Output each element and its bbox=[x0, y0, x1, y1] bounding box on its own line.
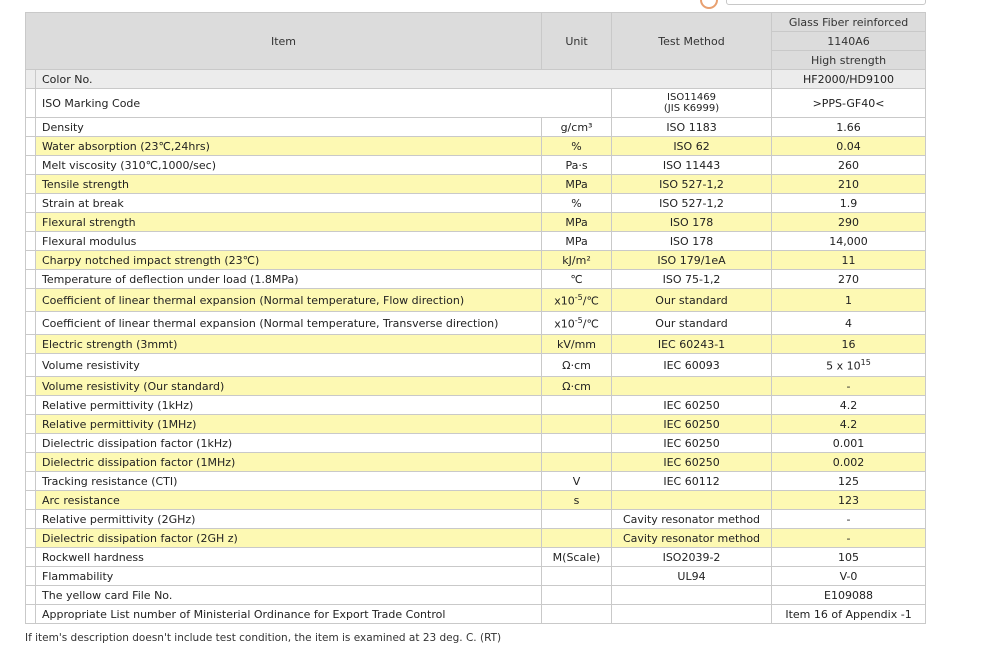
row-unit: M(Scale) bbox=[542, 548, 612, 567]
row-unit: kV/mm bbox=[542, 335, 612, 354]
row-item: Strain at break bbox=[36, 194, 542, 213]
row-item: Density bbox=[36, 118, 542, 137]
row-item: Dielectric dissipation factor (1kHz) bbox=[36, 434, 542, 453]
row-value: - bbox=[772, 377, 926, 396]
table-row bbox=[26, 213, 926, 232]
row-value: 105 bbox=[772, 548, 926, 567]
row-unit: % bbox=[542, 137, 612, 156]
circle-icon bbox=[700, 0, 718, 9]
row-unit: MPa bbox=[542, 213, 612, 232]
row-item: Flexural modulus bbox=[36, 232, 542, 251]
table-row bbox=[26, 586, 926, 605]
table-row bbox=[26, 415, 926, 434]
row-gap bbox=[26, 529, 36, 548]
row-unit: V bbox=[542, 472, 612, 491]
row-unit: Pa·s bbox=[542, 156, 612, 175]
row-test: IEC 60250 bbox=[612, 434, 772, 453]
row-test: ISO 11443 bbox=[612, 156, 772, 175]
row-item: Tracking resistance (CTI) bbox=[36, 472, 542, 491]
iso-marking-value: >PPS-GF40< bbox=[772, 89, 926, 118]
row-gap bbox=[26, 118, 36, 137]
row-gap bbox=[26, 251, 36, 270]
row-gap bbox=[26, 567, 36, 586]
spec-table bbox=[25, 12, 926, 624]
row-unit bbox=[542, 312, 612, 335]
row-item: Coefficient of linear thermal expansion (Normal temperature, Flow direction) bbox=[36, 289, 542, 312]
iso-marking-row bbox=[26, 89, 926, 118]
row-gap bbox=[26, 434, 36, 453]
row-gap bbox=[26, 377, 36, 396]
row-item: Arc resistance bbox=[36, 491, 542, 510]
iso-marking-test-line2: (JIS K6999) bbox=[663, 103, 720, 114]
row-test: Cavity resonator method bbox=[612, 529, 772, 548]
row-item: Rockwell hardness bbox=[36, 548, 542, 567]
row-unit: Ω·cm bbox=[542, 354, 612, 377]
table-row bbox=[26, 194, 926, 213]
row-test: Our standard bbox=[612, 312, 772, 335]
row-test: ISO 62 bbox=[612, 137, 772, 156]
row-unit bbox=[542, 529, 612, 548]
row-unit bbox=[542, 510, 612, 529]
row-test: ISO 1183 bbox=[612, 118, 772, 137]
color-row bbox=[26, 70, 926, 89]
row-value: 123 bbox=[772, 491, 926, 510]
row-test bbox=[612, 377, 772, 396]
table-row bbox=[26, 377, 926, 396]
row-item: Relative permittivity (1MHz) bbox=[36, 415, 542, 434]
row-value: 0.001 bbox=[772, 434, 926, 453]
table-row bbox=[26, 270, 926, 289]
table-row bbox=[26, 289, 926, 312]
row-gap bbox=[26, 605, 36, 624]
row-value: 210 bbox=[772, 175, 926, 194]
table-row bbox=[26, 156, 926, 175]
table-row bbox=[26, 335, 926, 354]
row-gap bbox=[26, 89, 36, 118]
row-gap bbox=[26, 586, 36, 605]
header-grade-name: 1140A6 bbox=[772, 32, 926, 51]
row-item: Flexural strength bbox=[36, 213, 542, 232]
row-unit: % bbox=[542, 194, 612, 213]
row-test: ISO 75-1,2 bbox=[612, 270, 772, 289]
row-test: IEC 60250 bbox=[612, 453, 772, 472]
row-unit bbox=[542, 586, 612, 605]
row-test: ISO 527-1,2 bbox=[612, 175, 772, 194]
row-gap bbox=[26, 354, 36, 377]
row-unit: kJ/m² bbox=[542, 251, 612, 270]
row-test bbox=[612, 586, 772, 605]
row-item: Flammability bbox=[36, 567, 542, 586]
row-item: Volume resistivity bbox=[36, 354, 542, 377]
row-unit bbox=[542, 289, 612, 312]
table-row bbox=[26, 548, 926, 567]
header-unit: Unit bbox=[542, 13, 612, 70]
row-item: The yellow card File No. bbox=[36, 586, 542, 605]
row-gap bbox=[26, 232, 36, 251]
table-row bbox=[26, 232, 926, 251]
top-bar bbox=[0, 0, 994, 12]
row-gap bbox=[26, 137, 36, 156]
row-item: Dielectric dissipation factor (1MHz) bbox=[36, 453, 542, 472]
row-item: Relative permittivity (1kHz) bbox=[36, 396, 542, 415]
row-test: Our standard bbox=[612, 289, 772, 312]
table-row bbox=[26, 137, 926, 156]
table-row bbox=[26, 605, 926, 624]
row-gap bbox=[26, 175, 36, 194]
row-value: 260 bbox=[772, 156, 926, 175]
row-gap bbox=[26, 396, 36, 415]
row-unit: g/cm³ bbox=[542, 118, 612, 137]
row-unit bbox=[542, 605, 612, 624]
row-value: 1.66 bbox=[772, 118, 926, 137]
row-test: IEC 60112 bbox=[612, 472, 772, 491]
row-gap bbox=[26, 70, 36, 89]
color-label: Color No. bbox=[36, 70, 772, 89]
row-value: 270 bbox=[772, 270, 926, 289]
header-grade-type: High strength bbox=[772, 51, 926, 70]
row-gap bbox=[26, 289, 36, 312]
row-gap bbox=[26, 156, 36, 175]
row-gap bbox=[26, 270, 36, 289]
value-exp: 15 bbox=[860, 357, 871, 367]
table-row bbox=[26, 453, 926, 472]
row-test: ISO 179/1eA bbox=[612, 251, 772, 270]
row-value: Item 16 of Appendix -1 bbox=[772, 605, 926, 624]
table-row bbox=[26, 396, 926, 415]
row-item: Coefficient of linear thermal expansion (Normal temperature, Transverse direction) bbox=[36, 312, 542, 335]
row-item: Dielectric dissipation factor (2GH z) bbox=[36, 529, 542, 548]
row-gap bbox=[26, 194, 36, 213]
footnote: If item's description doesn't include test condition, the item is examined at 23 deg. C. (RT) bbox=[25, 632, 502, 644]
color-value: HF2000/HD9100 bbox=[772, 70, 926, 89]
row-item: Relative permittivity (2GHz) bbox=[36, 510, 542, 529]
header-row bbox=[26, 13, 926, 32]
row-value: 1 bbox=[772, 289, 926, 312]
unit-tail: /℃ bbox=[582, 294, 599, 308]
row-unit: Ω·cm bbox=[542, 377, 612, 396]
unit-base: x10 bbox=[554, 317, 575, 331]
row-value: 0.002 bbox=[772, 453, 926, 472]
row-value: 4 bbox=[772, 312, 926, 335]
row-unit bbox=[542, 567, 612, 586]
row-test: Cavity resonator method bbox=[612, 510, 772, 529]
row-gap bbox=[26, 548, 36, 567]
row-value: V-0 bbox=[772, 567, 926, 586]
unit-tail: /℃ bbox=[582, 317, 599, 331]
row-value: 290 bbox=[772, 213, 926, 232]
row-item: Charpy notched impact strength (23℃) bbox=[36, 251, 542, 270]
row-value: 4.2 bbox=[772, 396, 926, 415]
row-value: 4.2 bbox=[772, 415, 926, 434]
row-unit: MPa bbox=[542, 175, 612, 194]
row-value bbox=[772, 354, 926, 377]
row-unit bbox=[542, 453, 612, 472]
row-item: Melt viscosity (310℃,1000/sec) bbox=[36, 156, 542, 175]
row-test: ISO2039-2 bbox=[612, 548, 772, 567]
table-row bbox=[26, 510, 926, 529]
iso-marking-test-line1: ISO11469 bbox=[667, 92, 716, 103]
row-value: - bbox=[772, 510, 926, 529]
table-row bbox=[26, 175, 926, 194]
row-item: Appropriate List number of Ministerial Ordinance for Export Trade Control bbox=[36, 605, 542, 624]
row-test: ISO 178 bbox=[612, 213, 772, 232]
header-test-method: Test Method bbox=[612, 13, 772, 70]
row-gap bbox=[26, 415, 36, 434]
table-row bbox=[26, 529, 926, 548]
row-gap bbox=[26, 510, 36, 529]
row-item: Tensile strength bbox=[36, 175, 542, 194]
row-value: 125 bbox=[772, 472, 926, 491]
row-test bbox=[612, 491, 772, 510]
row-gap bbox=[26, 491, 36, 510]
table-row bbox=[26, 434, 926, 453]
row-test: IEC 60243-1 bbox=[612, 335, 772, 354]
row-gap bbox=[26, 335, 36, 354]
row-test: ISO 527-1,2 bbox=[612, 194, 772, 213]
row-unit: ℃ bbox=[542, 270, 612, 289]
unit-exp: -5 bbox=[574, 315, 583, 325]
row-value: 16 bbox=[772, 335, 926, 354]
row-value: 14,000 bbox=[772, 232, 926, 251]
row-value: 0.04 bbox=[772, 137, 926, 156]
table-row bbox=[26, 251, 926, 270]
row-item: Temperature of deflection under load (1.8MPa) bbox=[36, 270, 542, 289]
row-unit: MPa bbox=[542, 232, 612, 251]
header-item: Item bbox=[26, 13, 542, 70]
row-test bbox=[612, 605, 772, 624]
row-gap bbox=[26, 472, 36, 491]
row-item: Electric strength (3mmt) bbox=[36, 335, 542, 354]
row-gap bbox=[26, 453, 36, 472]
row-gap bbox=[26, 213, 36, 232]
row-value: 11 bbox=[772, 251, 926, 270]
iso-marking-label: ISO Marking Code bbox=[36, 89, 612, 118]
table-row bbox=[26, 567, 926, 586]
row-unit bbox=[542, 396, 612, 415]
row-unit bbox=[542, 434, 612, 453]
row-value: - bbox=[772, 529, 926, 548]
table-row bbox=[26, 312, 926, 335]
table-row bbox=[26, 472, 926, 491]
row-test: ISO 178 bbox=[612, 232, 772, 251]
row-unit bbox=[542, 415, 612, 434]
row-value: E109088 bbox=[772, 586, 926, 605]
row-test: IEC 60250 bbox=[612, 415, 772, 434]
value-base: 5 x 10 bbox=[826, 359, 861, 373]
unit-exp: -5 bbox=[574, 292, 583, 302]
row-unit: s bbox=[542, 491, 612, 510]
table-row bbox=[26, 491, 926, 510]
unit-base: x10 bbox=[554, 294, 575, 308]
row-item: Water absorption (23℃,24hrs) bbox=[36, 137, 542, 156]
top-input[interactable] bbox=[726, 0, 926, 5]
table-row bbox=[26, 118, 926, 137]
header-grade-family: Glass Fiber reinforced bbox=[772, 13, 926, 32]
row-test: IEC 60093 bbox=[612, 354, 772, 377]
table-row bbox=[26, 354, 926, 377]
row-gap bbox=[26, 312, 36, 335]
row-test: IEC 60250 bbox=[612, 396, 772, 415]
row-item: Volume resistivity (Our standard) bbox=[36, 377, 542, 396]
row-value: 1.9 bbox=[772, 194, 926, 213]
iso-marking-test bbox=[612, 89, 772, 118]
row-test: UL94 bbox=[612, 567, 772, 586]
